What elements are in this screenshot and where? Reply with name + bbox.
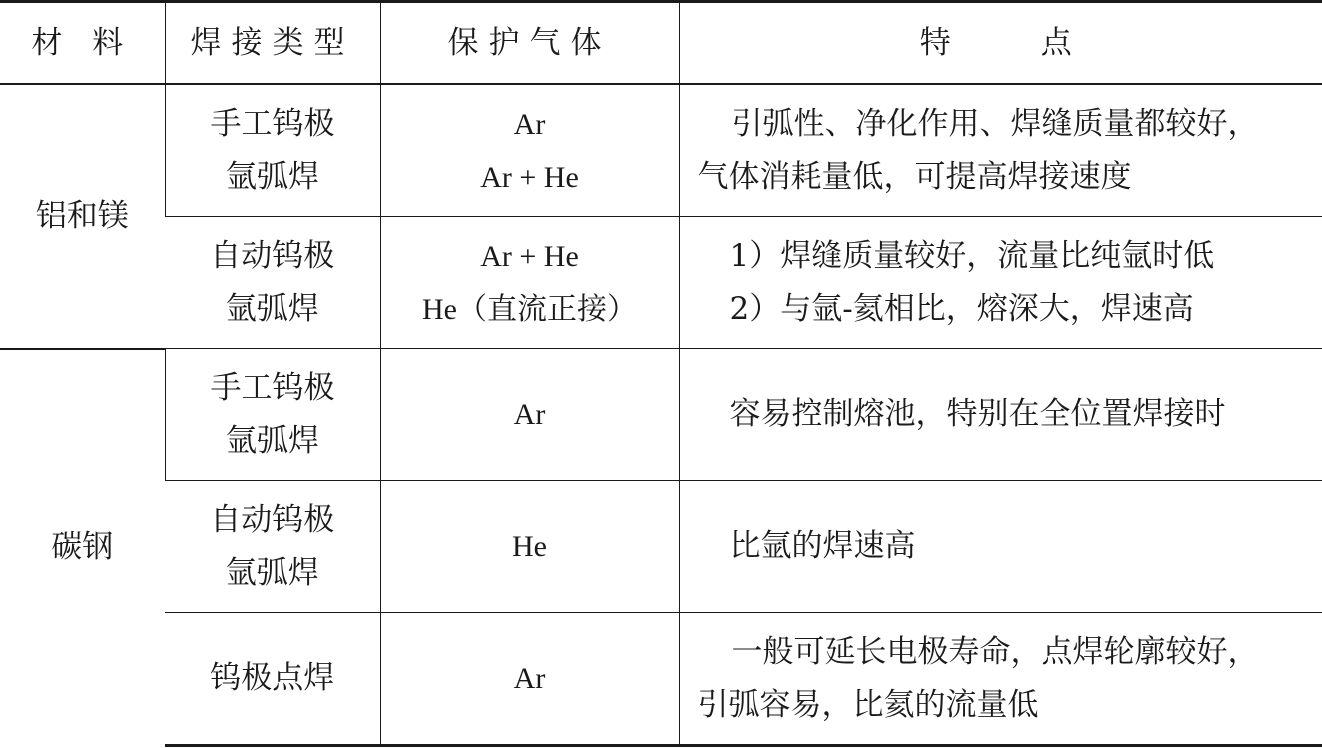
weld-type-cell: 钨极点焊 (165, 613, 380, 746)
header-row (0, 2, 1322, 85)
gas-cell: Ar (380, 349, 679, 481)
gas-cell: Ar + He He（直流正接） (380, 217, 679, 349)
gas-cell: Ar Ar + He (380, 84, 679, 217)
header-features-b: 点 (1040, 24, 1082, 61)
weld-type-cell: 手工钨极 氩弧焊 (165, 84, 380, 217)
table-row (0, 613, 1322, 746)
weld-type-cell: 自动钨极 氩弧焊 (165, 481, 380, 613)
header-features-a: 特 (919, 24, 961, 61)
material-cell: 铝和镁 (0, 84, 165, 349)
feature-cell: 容易控制熔池，特别在全位置焊接时 (679, 349, 1322, 481)
feature-cell: 一般可延长电极寿命，点焊轮廓较好， 引弧容易，比氦的流量低 (679, 613, 1322, 746)
header-gas: 保护气体 (380, 2, 679, 85)
weld-type-cell: 手工钨极 氩弧焊 (165, 349, 380, 481)
header-material: 材 料 (0, 2, 165, 85)
table-row (0, 481, 1322, 613)
header-features (679, 2, 1322, 85)
feature-cell: 1）焊缝质量较好，流量比纯氩时低 2）与氩-氦相比，熔深大，焊速高 (679, 217, 1322, 349)
header-weld-type: 焊接类型 (165, 2, 380, 85)
material-cell: 碳钢 (0, 349, 165, 746)
table-row (0, 84, 1322, 217)
feature-cell: 比氩的焊速高 (679, 481, 1322, 613)
feature-cell: 引弧性、净化作用、焊缝质量都较好， 气体消耗量低，可提高焊接速度 (679, 84, 1322, 217)
gas-cell: Ar (380, 613, 679, 746)
table-row (0, 217, 1322, 349)
gas-cell: He (380, 481, 679, 613)
weld-type-cell: 自动钨极 氩弧焊 (165, 217, 380, 349)
table-row (0, 349, 1322, 481)
